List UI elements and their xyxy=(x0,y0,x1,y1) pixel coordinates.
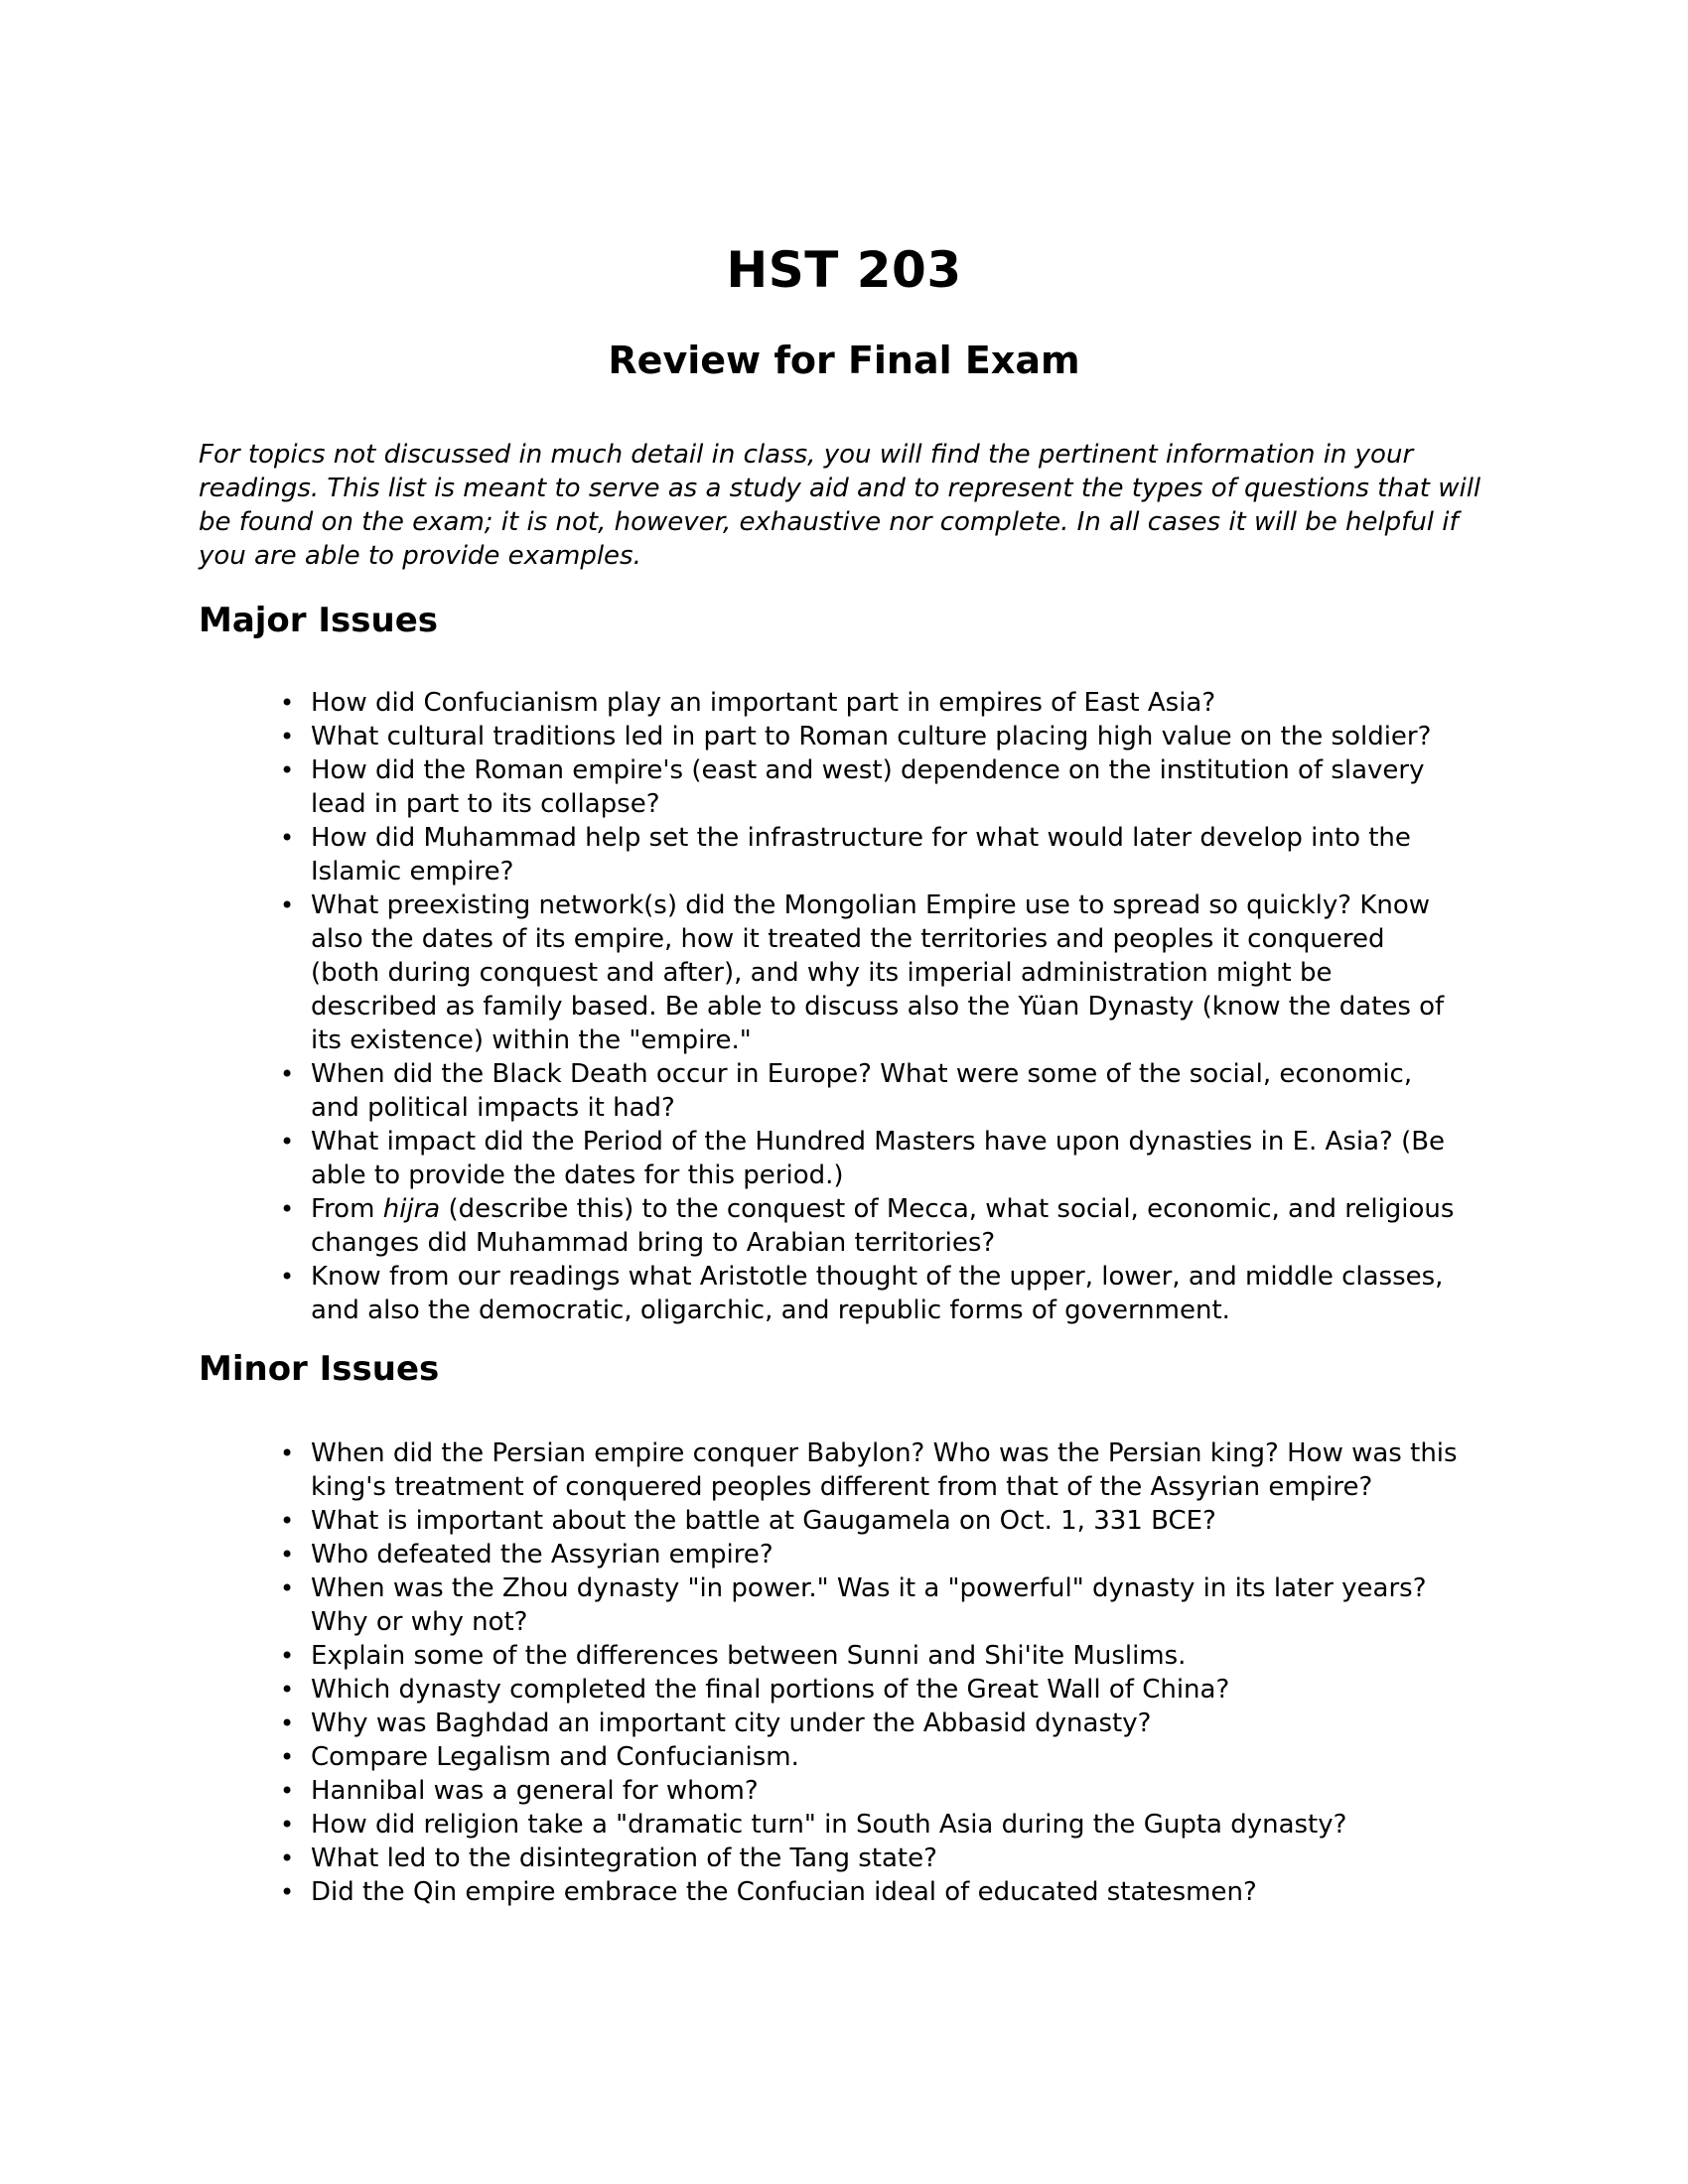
page-title: HST 203 xyxy=(726,241,962,299)
list-item: • What cultural traditions led in part to Roman culture placing high value on the soldier? xyxy=(280,721,1432,751)
list-item: • Did the Qin empire embrace the Confucian ideal of educated statesmen? xyxy=(280,1876,1257,1907)
section-major-issues xyxy=(199,601,1489,1327)
bullet-icon: • xyxy=(280,1059,295,1088)
bullet-icon: • xyxy=(280,1573,295,1602)
list-item: • Why was Baghdad an important city under the Abbasid dynasty? xyxy=(280,1707,1152,1738)
list-item: • Hannibal was a general for whom? xyxy=(280,1775,759,1806)
section-minor-issues xyxy=(199,1349,1489,1909)
minor-issues-list xyxy=(199,1436,1489,1909)
bullet-icon: • xyxy=(280,722,295,751)
list-item: • How did Confucianism play an important part in empires of East Asia? xyxy=(280,687,1216,718)
bullet-icon: • xyxy=(280,1641,295,1670)
list-item: • What led to the disintegration of the Tang state? xyxy=(280,1843,937,1873)
bullet-icon: • xyxy=(280,823,295,852)
bullet-icon: • xyxy=(280,1506,295,1535)
list-item: • Know from our readings what Aristotle thought of the upper, lower, and middle classes, and also the democratic, oligarchic, and republic forms of government. xyxy=(280,1261,1444,1325)
page-subtitle: Review for Final Exam xyxy=(608,338,1080,382)
list-item: • What preexisting network(s) did the Mongolian Empire use to spread so quickly? Know also the dates of its empire, how it treated the territories and peoples it conquered (both during conquest and after), and why its imperial administration might be described as family based. Be able to discuss also the Yüan Dynasty (know the dates of its existence) within the "empire." xyxy=(280,889,1445,1055)
bullet-icon: • xyxy=(280,890,295,919)
bullet-icon: • xyxy=(280,755,295,784)
list-item: • Compare Legalism and Confucianism. xyxy=(280,1741,799,1772)
bullet-icon: • xyxy=(280,1776,295,1805)
bullet-icon: • xyxy=(280,1194,295,1223)
bullet-icon: • xyxy=(280,1843,295,1872)
list-item: • What is important about the battle at Gaugamela on Oct. 1, 331 BCE? xyxy=(280,1505,1216,1536)
bullet-icon: • xyxy=(280,1708,295,1737)
list-item: • What impact did the Period of the Hundred Masters have upon dynasties in E. Asia? (Be able to provide the dates for this period.) xyxy=(280,1126,1446,1190)
intro-paragraph: For topics not discussed in much detail in class, you will find the pertinent information in your readings. This list is meant to serve as a study aid and to represent the types of questions that will be found on the exam; it is not, however, exhaustive nor complete. In all cases it will be helpful if you are able to provide examples. xyxy=(199,440,1481,572)
bullet-icon: • xyxy=(280,1127,295,1156)
bullet-icon: • xyxy=(280,1675,295,1704)
list-item: • Explain some of the differences between Sunni and Shi'ite Muslims. xyxy=(280,1640,1187,1671)
major-issues-list xyxy=(199,686,1489,1327)
list-item: • How did religion take a "dramatic turn" in South Asia during the Gupta dynasty? xyxy=(280,1809,1347,1840)
bullet-icon: • xyxy=(280,1438,295,1467)
list-item: • Which dynasty completed the final portions of the Great Wall of China? xyxy=(280,1674,1230,1705)
bullet-icon: • xyxy=(280,1540,295,1569)
list-item: • From hijra (describe this) to the conquest of Mecca, what social, economic, and religious changes did Muhammad bring to Arabian territories? xyxy=(280,1193,1455,1258)
minor-issues-heading: Minor Issues xyxy=(199,1348,440,1389)
major-issues-heading: Major Issues xyxy=(199,601,439,641)
list-item: • When was the Zhou dynasty "in power." Was it a "powerful" dynasty in its later years? Why or why not? xyxy=(280,1572,1427,1637)
list-item: • When did the Black Death occur in Europe? What were some of the social, economic, and political impacts it had? xyxy=(280,1058,1413,1123)
bullet-icon: • xyxy=(280,1262,295,1291)
list-item: • How did the Roman empire's (east and west) dependence on the institution of slavery lead in part to its collapse? xyxy=(280,754,1425,819)
list-item: • When did the Persian empire conquer Babylon? Who was the Persian king? How was this king's treatment of conquered peoples different from that of the Assyrian empire? xyxy=(280,1437,1458,1502)
list-item: • Who defeated the Assyrian empire? xyxy=(280,1539,774,1570)
bullet-icon: • xyxy=(280,1877,295,1906)
bullet-icon: • xyxy=(280,688,295,717)
bullet-icon: • xyxy=(280,1810,295,1839)
bullet-icon: • xyxy=(280,1742,295,1771)
list-item: • How did Muhammad help set the infrastructure for what would later develop into the Islamic empire? xyxy=(280,822,1411,887)
